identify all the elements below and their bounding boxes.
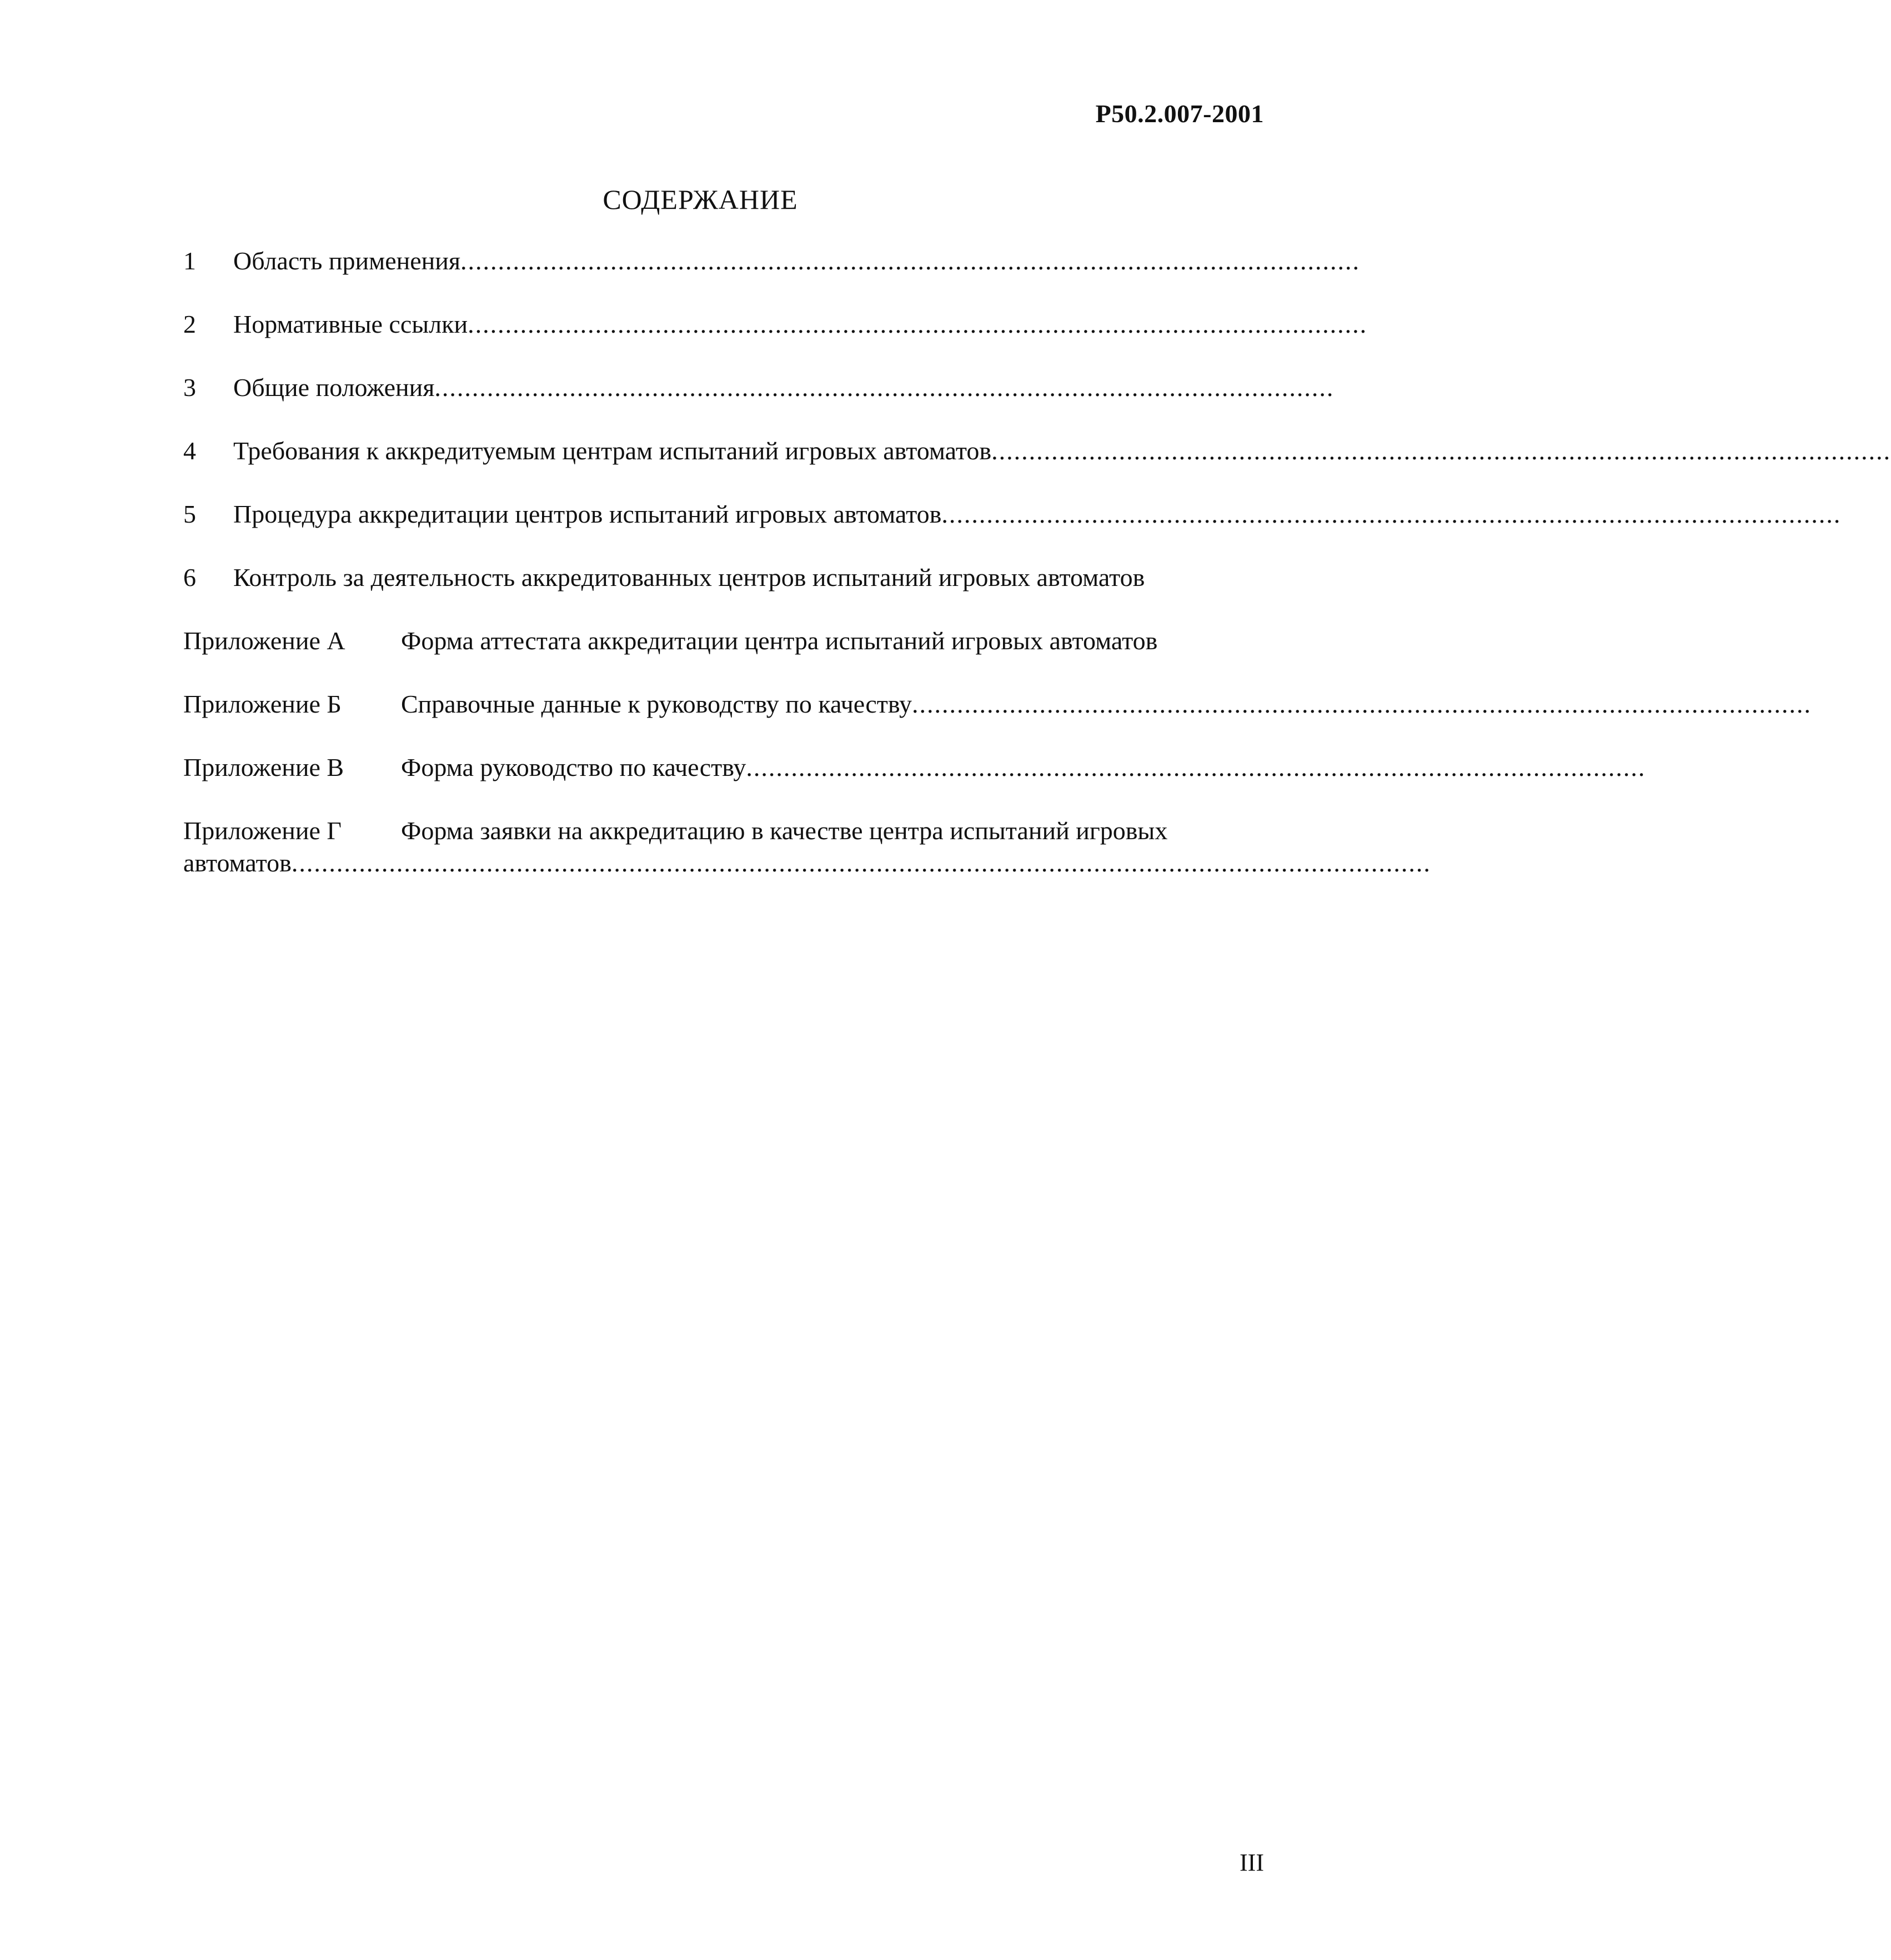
dot-leader: ........................................................................................................................ (434, 373, 1335, 402)
toc-entry-number: 2 (183, 310, 196, 338)
dot-leader: ........................................................................................................................ (912, 690, 1812, 718)
appendix-title: Форма аттестата аккредитации центра испытаний игровых автоматов (401, 626, 1158, 655)
appendix-label: Приложение Г (183, 816, 342, 845)
toc-entry-text (233, 244, 1361, 278)
toc-entry-number: 1 (183, 247, 196, 275)
dot-leader: ........................................................................................................................ (746, 753, 1646, 781)
dot-leader: ........................................................................................................................ (460, 247, 1361, 275)
dot-leader: ........................................................................................................................ (941, 500, 1842, 528)
page-number: III (1240, 1849, 1264, 1876)
toc-entry-text (233, 498, 1842, 531)
toc-entry-number: 4 (183, 437, 196, 465)
toc-entry-text (233, 561, 1227, 594)
toc-appendix-v[interactable] (183, 751, 1646, 814)
dot-leader: ........................................................................................................................ (991, 437, 1891, 465)
toc-appendix-b[interactable] (183, 688, 1812, 751)
dot-leader: ........................................................................................................................................................ (291, 849, 1431, 877)
appendix-label: Приложение В (183, 753, 344, 781)
toc-entry-5[interactable] (183, 498, 1842, 561)
document-code: Р50.2.007-2001 (1095, 99, 1264, 128)
appendix-continuation-text: автоматов (183, 849, 292, 877)
appendix-title: Справочные данные к руководству по качеству (401, 690, 912, 718)
toc-entry-title: Область применения (233, 247, 461, 275)
appendix-title: Форма руководство по качеству (401, 753, 746, 781)
toc-appendix-a[interactable] (183, 624, 1227, 688)
appendix-title-continuation (183, 846, 1431, 880)
appendix-label: Приложение Б (183, 690, 342, 718)
appendix-title: Форма заявки на аккредитацию в качестве центра испытаний игровых (401, 816, 1168, 845)
dot-leader: ........................................................................................................................ (468, 310, 1368, 338)
toc-entry-3[interactable] (183, 371, 1335, 434)
toc-entry-text (233, 371, 1335, 404)
toc-entry-title: Контроль за деятельность аккредитованных центров испытаний игровых автоматов (233, 563, 1145, 591)
toc-entry-1[interactable] (183, 244, 1361, 308)
toc-entry-title: Нормативные ссылки (233, 310, 468, 338)
appendix-text (401, 751, 1646, 784)
toc-entry-title: Процедура аккредитации центров испытаний игровых автоматов (233, 500, 942, 528)
toc-entry-2[interactable] (183, 308, 1368, 371)
toc-entry-number: 3 (183, 373, 196, 402)
toc-entry-number: 5 (183, 500, 196, 528)
toc-title: СОДЕРЖАНИЕ (603, 184, 798, 215)
appendix-label: Приложение А (183, 626, 345, 655)
table-of-contents (183, 244, 1891, 892)
toc-entry-text (233, 308, 1368, 341)
appendix-text (401, 688, 1812, 721)
toc-entry-text (233, 434, 1891, 468)
toc-entry-title: Требования к аккредитуемым центрам испытаний игровых автоматов (233, 437, 992, 465)
toc-entry-number: 6 (183, 563, 196, 591)
toc-entry-6[interactable] (183, 561, 1227, 624)
toc-appendix-g[interactable] (183, 814, 1431, 892)
toc-entry-4[interactable] (183, 434, 1891, 498)
appendix-text (401, 624, 1227, 658)
toc-entry-title: Общие положения (233, 373, 435, 402)
